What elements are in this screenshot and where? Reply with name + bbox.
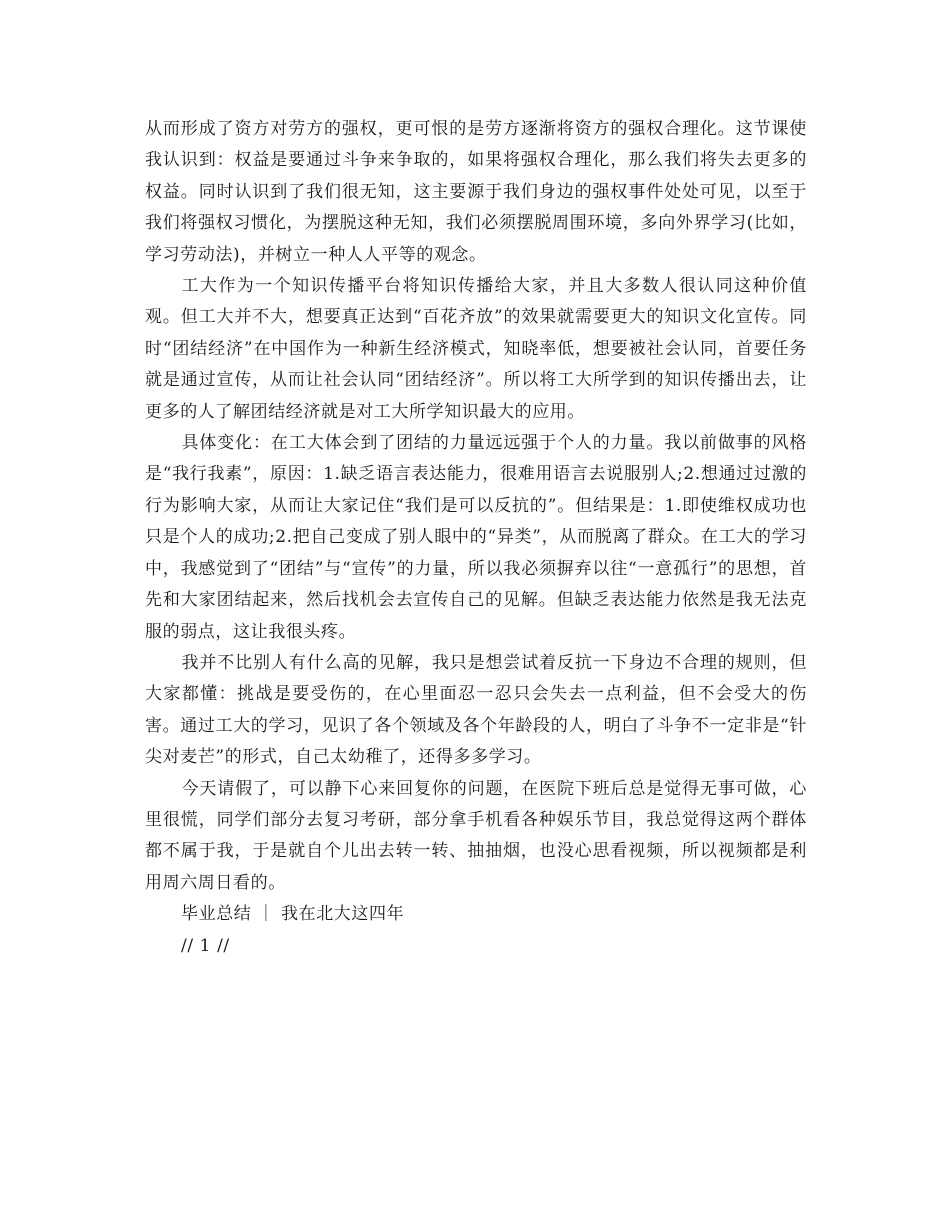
body-paragraph-2: 工大作为一个知识传播平台将知识传播给大家，并且大多数人很认同这种价值观。但工大并不大，想要真正达到“百花齐放”的效果就需要更大的知识文化宣传。同时“团结经济”在中国作为一种新生经济模式，知晓率低，想要被社会认同，首要任务就是通过宣传，从而让社会认同“团结经济”。所以将工大所学到的知识传播出去，让更多的人了解团结经济就是对工大所学知识最大的应用。 (145, 276, 807, 422)
body-paragraph-1: 从而形成了资方对劳方的强权，更可恨的是劳方逐渐将资方的强权合理化。这节课使我认识到：权益是要通过斗争来争取的，如果将强权合理化，那么我们将失去更多的权益。同时认识到了我们很无知，这主要源于我们身边的强权事件处处可见，以至于我们将强权习惯化，为摆脱这种无知，我们必须摆脱周围环境，多向外界学习(比如，学习劳动法)，并树立一种人人平等的观念。 (145, 119, 807, 265)
body-paragraph-4: 我并不比别人有什么高的见解，我只是想尝试着反抗一下身边不合理的规则，但大家都懂：挑战是要受伤的，在心里面忍一忍只会失去一点利益，但不会受大的伤害。通过工大的学习，见识了各个领域及各个年龄段的人，明白了斗争不一定非是“针尖对麦芒”的形式，自己太幼稚了，还得多多学习。 (145, 652, 807, 768)
body-paragraph-3: 具体变化：在工大体会到了团结的力量远远强于个人的力量。我以前做事的风格是“我行我素”，原因：1.缺乏语言表达能力，很难用语言去说服别人;2.想通过过激的行为影响大家，从而让大家记住“我们是可以反抗的”。但结果是：1.即使维权成功也只是个人的成功;2.把自己变成了别人眼中的“异类”，从而脱离了群众。在工大的学习中，我感觉到了“团结”与“宣传”的力量，所以我必须摒弃以往“一意孤行”的思想，首先和大家团结起来，然后找机会去宣传自己的见解。但缺乏表达能力依然是我无法克服的弱点，这让我很头疼。 (145, 433, 807, 642)
document-page (145, 114, 807, 962)
article-heading: 毕业总结 ｜ 我在北大这四年 (181, 904, 405, 925)
page-marker: // 1 // (181, 935, 230, 956)
body-paragraph-5: 今天请假了，可以静下心来回复你的问题，在医院下班后总是觉得无事可做，心里很慌，同学们部分去复习考研，部分拿手机看各种娱乐节目，我总觉得这两个群体都不属于我，于是就自个儿出去转一转、抽抽烟，也没心思看视频，所以视频都是利用周六周日看的。 (145, 778, 807, 893)
